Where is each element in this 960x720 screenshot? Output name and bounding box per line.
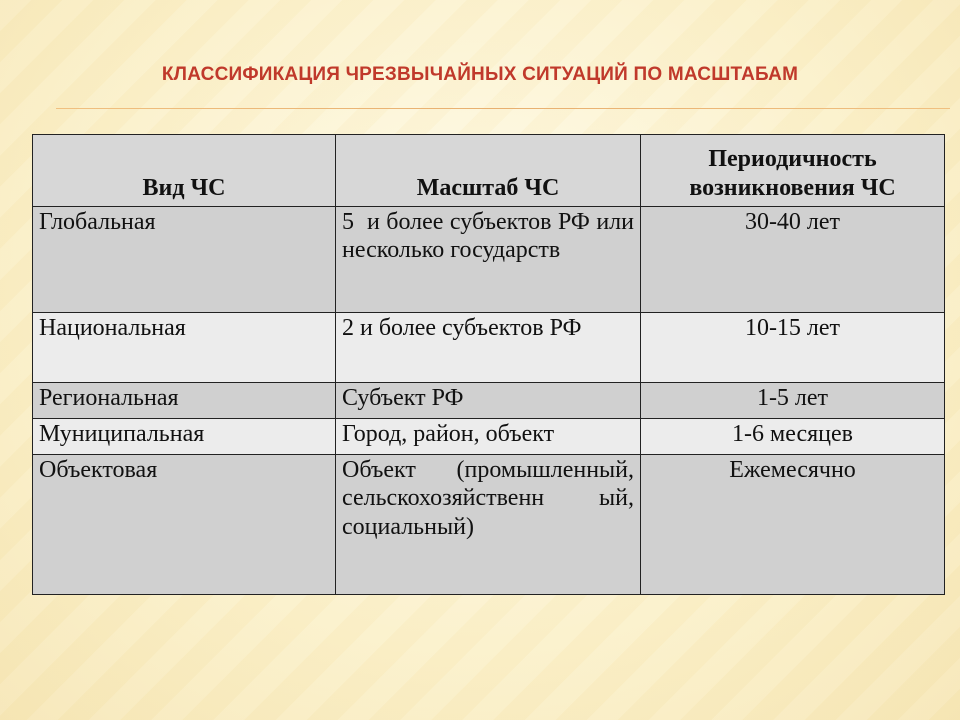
cell-period: 1-6 месяцев bbox=[641, 419, 945, 455]
cell-scale: Город, район, объект bbox=[336, 419, 641, 455]
table-row bbox=[33, 419, 945, 455]
table-header-row bbox=[33, 135, 945, 207]
cell-type: Национальная bbox=[33, 313, 336, 383]
cell-type: Объектовая bbox=[33, 455, 336, 595]
title-divider bbox=[56, 108, 950, 109]
cell-period: 30-40 лет bbox=[641, 207, 945, 313]
table-row bbox=[33, 207, 945, 313]
cell-period: Ежемесячно bbox=[641, 455, 945, 595]
cell-period: 10-15 лет bbox=[641, 313, 945, 383]
table-row bbox=[33, 383, 945, 419]
slide-title: КЛАССИФИКАЦИЯ ЧРЕЗВЫЧАЙНЫХ СИТУАЦИЙ ПО МАСШТАБАМ bbox=[161, 64, 799, 85]
header-scale: Масштаб ЧС bbox=[336, 135, 641, 207]
table-row bbox=[33, 313, 945, 383]
cell-scale: Субъект РФ bbox=[336, 383, 641, 419]
emergency-classification-table bbox=[32, 134, 945, 595]
header-period: Периодичность возникновения ЧС bbox=[641, 135, 945, 207]
table-row bbox=[33, 455, 945, 595]
cell-scale: Объект (промышленный, сельскохозяйственн ый, социальный) bbox=[336, 455, 641, 595]
cell-type: Глобальная bbox=[33, 207, 336, 313]
cell-type: Муниципальная bbox=[33, 419, 336, 455]
cell-scale: 5 и более субъектов РФ или несколько государств bbox=[336, 207, 641, 313]
cell-scale: 2 и более субъектов РФ bbox=[336, 313, 641, 383]
cell-type: Региональная bbox=[33, 383, 336, 419]
cell-period: 1-5 лет bbox=[641, 383, 945, 419]
header-type: Вид ЧС bbox=[33, 135, 336, 207]
